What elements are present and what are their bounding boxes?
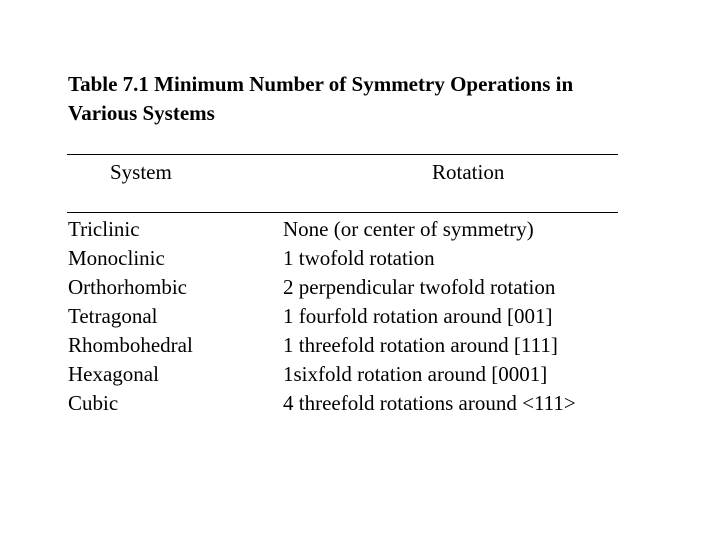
table-caption-line-2: Various Systems xyxy=(68,101,215,125)
table-cell-system: Monoclinic xyxy=(68,246,165,270)
system-column xyxy=(68,215,193,418)
table-cell-system: Rhombohedral xyxy=(68,333,193,357)
table-cell-rotation: None (or center of symmetry) xyxy=(283,217,534,241)
table-cell-rotation: 2 perpendicular twofold rotation xyxy=(283,275,556,299)
rotation-column xyxy=(283,215,576,418)
table-header-rule xyxy=(67,212,618,213)
table-caption xyxy=(68,70,688,128)
table-cell-system: Triclinic xyxy=(68,217,140,241)
column-header-system: System xyxy=(110,160,172,184)
table-cell-rotation: 1 threefold rotation around [111] xyxy=(283,333,558,357)
table-cell-system: Orthorhombic xyxy=(68,275,187,299)
table-cell-rotation: 4 threefold rotations around <111> xyxy=(283,391,576,415)
table-caption-line-1: Table 7.1 Minimum Number of Symmetry Operations in xyxy=(68,72,574,96)
table-cell-system: Cubic xyxy=(68,391,119,415)
column-header-rotation: Rotation xyxy=(432,160,505,184)
table-cell-system: Tetragonal xyxy=(68,304,158,328)
table-cell-rotation: 1sixfold rotation around [0001] xyxy=(283,362,548,386)
table-cell-rotation: 1 twofold rotation xyxy=(283,246,435,270)
table-top-rule xyxy=(67,154,618,155)
table-cell-system: Hexagonal xyxy=(68,362,159,386)
table-cell-rotation: 1 fourfold rotation around [001] xyxy=(283,304,553,328)
